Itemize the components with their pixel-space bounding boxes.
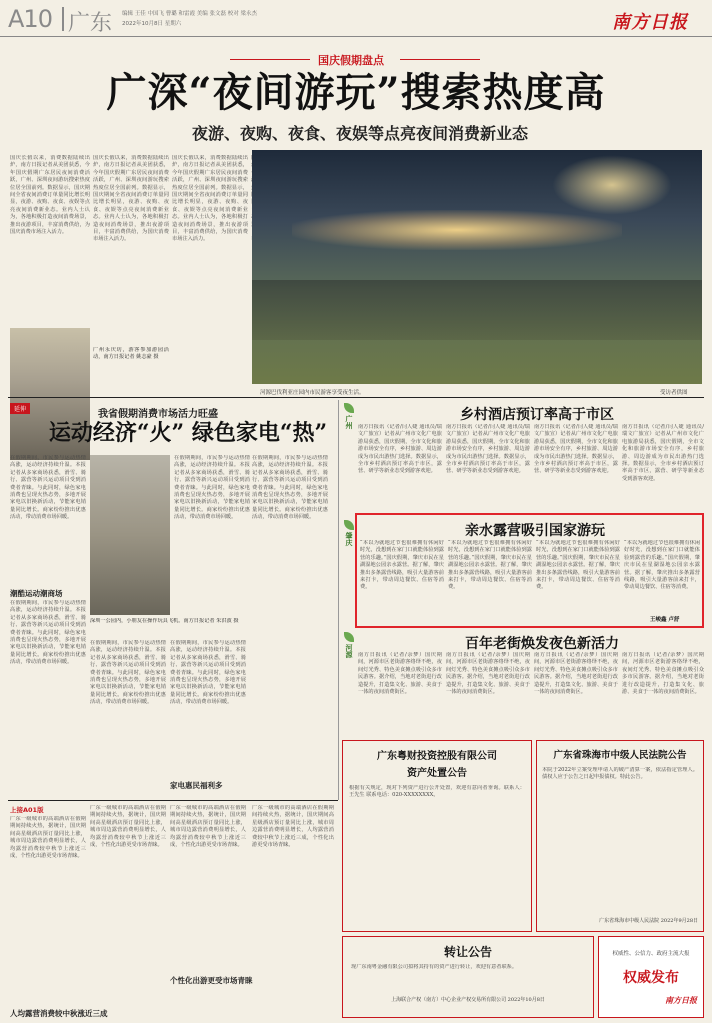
region-leaf-icon: [344, 520, 354, 530]
left-story-photo: [90, 455, 170, 615]
food-body-col2: 南方日报讯（记者/余梦）国庆期间，河源市区老街游客络绎不绝，夜间灯光秀、特色美食摊点吸引众多市民游客。据介绍，当地对老街进行改造提升，打造集文化、旅游、美食于一体的夜间消费街区。: [446, 652, 530, 696]
notice-bottom-title: 转让公告: [443, 945, 492, 959]
sidebar-body-col1: 广东一级城市的高端酒店在假期期间持续火热，据统计，国庆期间高星级酒店预订量同比上涨，城市周边露营消费明显增长，人均露营消费较中秋节上涨近三成，个性化出游更受市场青睐。: [10, 816, 86, 860]
top-story-tag-rule: [230, 59, 310, 60]
notice-left-title-2: 资产处置公告: [407, 768, 467, 779]
masthead-divider: [62, 7, 64, 31]
camp-body-col1: “本以为就地过节也很难拥有休闲好时光，没想到在家门口就能体验到露营的乐趣。”国庆假期，肇庆市民在星湖湿地公园亲水露营。据了解，肇庆推出多条露营线路，吸引大量游客前来打卡，带动周边餐饮、住宿等消费。: [360, 540, 444, 591]
page-number: A10: [8, 5, 52, 33]
ad-box: [598, 936, 704, 1018]
food-body-col3: 南方日报讯（记者/余梦）国庆期间，河源市区老街游客络绎不绝，夜间灯光秀、特色美食摊点吸引众多市民游客。据介绍，当地对老街进行改造提升，打造集文化、旅游、美食于一体的夜间消费街区。: [534, 652, 618, 696]
left-story-body-col4: 在假期期间，市民参与运动热情高涨，运动经济持续升温。本报记者从多家商场获悉，滑雪、骑行、露营等新兴运动项目受到消费者青睐。与此同时，绿色家电消费也呈现火热态势，多地开展家电以旧换新活动，节能家电销量同比增长。商家纷纷推出优惠活动，带动消费市场回暖。: [252, 455, 328, 521]
top-story-rule: [8, 397, 704, 398]
notice-bottom-body: 现广东南粤金融有限公司拟将其持有的资产进行转让，欢迎有意者联系。: [351, 964, 518, 970]
left-story-body-col2b: 在假期期间，市民参与运动热情高涨，运动经济持续升温。本报记者从多家商场获悉，滑雪、骑行、露营等新兴运动项目受到消费者青睐。与此同时，绿色家电消费也呈现火热态势，多地开展家电以旧换新活动，节能家电销量同比增长。商家纷纷推出优惠活动，带动消费市场回暖。: [90, 640, 166, 706]
sidebar-body-col3: 广东一级城市的高端酒店在假期期间持续火热，据统计，国庆期间高星级酒店预订量同比上涨，城市周边露营消费明显增长，人均露营消费较中秋节上涨近三成，个性化出游更受市场青睐。: [170, 805, 246, 849]
camp-region: 肇庆: [345, 532, 354, 546]
crowd: [252, 280, 702, 340]
ad-line2: 权威发布: [623, 970, 679, 986]
left-story-kicker: 我省假期消费市场活力旺盛: [98, 409, 218, 420]
masthead-meta-1: 编辑 王佳 中国飞 曹璐 和雷霞 美编 张文磊 校对 梁永杰: [122, 11, 257, 17]
left-story-label: 延伸: [10, 403, 30, 414]
lower-rule: [8, 800, 338, 801]
top-story-tag-text: 国庆假期盘点: [318, 54, 384, 67]
hotel-region: 广州: [345, 415, 354, 429]
camp-headline: 亲水露营吸引国家游玩: [465, 523, 605, 539]
lantern-glow-2: [552, 155, 672, 215]
food-region: 河源: [345, 644, 354, 658]
notice-right-title: 广东省珠海市中级人民法院公告: [553, 750, 687, 761]
notice-bottom: [342, 936, 594, 1018]
hotel-body-col2: 南方日报讯（记者/闫人婕 通讯员/瑞文广旅宣）记者从广州市文化广电旅游局获悉，国庆假期，全市文化和旅游市场安全有序，乡村旅游、周边游成为市民出游热门选择。数据显示，全市乡村酒店预订率高于市区，露营、研学等新业态受到游客欢迎。: [446, 424, 530, 475]
notice-right-body: 本院于2022年立案受理申请人的破产清算一案，依法指定管理人。债权人应于公告之日起申报债权。特此公告。: [542, 767, 698, 781]
sidebar-body-col4: 广东一级城市的高端酒店在假期期间持续火热，据统计，国庆期间高星级酒店预订量同比上涨，城市周边露营消费明显增长，人均露营消费较中秋节上涨近三成，个性化出游更受市场青睐。: [252, 805, 334, 849]
section-name: 广东: [68, 11, 113, 36]
sidebar-body-col2: 广东一级城市的高端酒店在假期期间持续火热，据统计，国庆期间高星级酒店预订量同比上涨，城市周边露营消费明显增长，人均露营消费较中秋节上涨近三成，个性化出游更受市场青睐。: [90, 805, 166, 849]
left-story-sub2: 家电惠民福利多: [170, 781, 223, 790]
camp-body-col4: “本以为就地过节也很难拥有休闲好时光，没想到在家门口就能体验到露营的乐趣。”国庆假期，肇庆市民在星湖湿地公园亲水露营。据了解，肇庆推出多条露营线路，吸引大量游客前来打卡，带动周边餐饮、住宿等消费。: [624, 540, 700, 591]
left-story-body-col1b: 在假期期间，市民参与运动热情高涨，运动经济持续升温。本报记者从多家商场获悉，滑雪、骑行、露营等新兴运动项目受到消费者青睐。与此同时，绿色家电消费也呈现火热态势，多地开展家电以旧换新活动，节能家电销量同比增长。商家纷纷推出优惠活动，带动消费市场回暖。: [10, 600, 86, 666]
notice-right: [536, 740, 704, 932]
top-story-body-col1: 国庆长假以来，消费数据陆续出炉，南方日报记者从美团获悉，今年国庆假期广东居民夜间消费活跃，广州、深圳夜间游玩搜索热度位居全国前列。数据显示，国庆期间全省夜间消费订单量同比增长明显，夜游、夜购、夜食、夜娱等点亮夜间消费新业态。业内人士认为，各地积极打造夜间消费场景，推出夜游项目，丰富消费供给，为国庆消费市场注入活力。: [10, 155, 90, 236]
top-story-subheadline: 夜游、夜购、夜食、夜娱等点亮夜间消费新业态: [191, 124, 528, 143]
main-photo-caption: 河源巴伐利亚庄园内市民游客享受夜生活。: [260, 390, 365, 396]
hotel-body-col1: 南方日报讯（记者/闫人婕 通讯员/瑞文广旅宣）记者从广州市文化广电旅游局获悉，国庆假期，全市文化和旅游市场安全有序，乡村旅游、周边游成为市民出游热门选择。数据显示，全市乡村酒店预订率高于市区，露营、研学等新业态受到游客欢迎。: [358, 424, 442, 475]
camp-body-col3: “本以为就地过节也很难拥有休闲好时光，没想到在家门口就能体验到露营的乐趣。”国庆假期，肇庆市民在星湖湿地公园亲水露营。据了解，肇庆推出多条露营线路，吸引大量游客前来打卡，带动周边餐饮、住宿等消费。: [536, 540, 620, 591]
camp-body-col2: “本以为就地过节也很难拥有休闲好时光，没想到在家门口就能体验到露营的乐趣。”国庆假期，肇庆市民在星湖湿地公园亲水露营。据了解，肇庆推出多条露营线路，吸引大量游客前来打卡，带动周边餐饮、住宿等消费。: [448, 540, 532, 591]
notice-bottom-footer: 上海联合产权（南方）中心企业产权交易所有限公司 2022年10月8日: [391, 997, 545, 1003]
top-story-tag-rule-right: [400, 59, 480, 60]
region-leaf-icon: [344, 403, 354, 413]
top-story-tag: [318, 52, 384, 68]
column-divider: [338, 400, 339, 800]
lantern-glow: [292, 210, 622, 250]
notice-left-title-1: 广东粤财投资控股有限公司: [377, 751, 497, 762]
main-photo: [252, 150, 702, 384]
notice-left-body: 根据有关规定，现对下列资产进行公开处置，欢迎有意向者垂询。联系人：王先生 联系电话：020-XXXXXXXX。: [349, 785, 525, 799]
main-photo-credit: 受访者供图: [660, 390, 688, 396]
camp-region-marker: [342, 520, 356, 546]
ad-line1: 权威性、公信力、政府主流大报: [612, 951, 690, 957]
camp-byline: 王峻鑫 卢舒: [650, 617, 680, 623]
left-story-sub1: 潮酷运动潮商场: [10, 589, 63, 598]
small-photo-caption: 广州永庆坊，游客参加游园活动，南方日报记者 姚志豪 摄: [93, 347, 169, 361]
top-story-body-col2: 国庆长假以来，消费数据陆续出炉，南方日报记者从美团获悉，今年国庆假期广东居民夜间消费活跃，广州、深圳夜间游玩搜索热度位居全国前列。数据显示，国庆期间全省夜间消费订单量同比增长明显，夜游、夜购、夜食、夜娱等点亮夜间消费新业态。业内人士认为，各地积极打造夜间消费场景，推出夜游项目，丰富消费供给，为国庆消费市场注入活力。: [93, 155, 169, 243]
hotel-body-col4: 南方日报讯（记者/闫人婕 通讯员/瑞文广旅宣）记者从广州市文化广电旅游局获悉，国庆假期，全市文化和旅游市场安全有序，乡村旅游、周边游成为市民出游热门选择。数据显示，全市乡村酒店预订率高于市区，露营、研学等新业态受到游客欢迎。: [622, 424, 704, 482]
left-story-headline: 运动经济“火” 绿色家电“热”: [48, 420, 328, 446]
food-body-col4: 南方日报讯（记者/余梦）国庆期间，河源市区老街游客络绎不绝，夜间灯光秀、特色美食摊点吸引众多市民游客。据介绍，当地对老街进行改造提升，打造集文化、旅游、美食于一体的夜间消费街区。: [622, 652, 704, 696]
sidebar-sub1: 人均露营消费较中秋涨近三成: [10, 1009, 108, 1018]
food-region-marker: [342, 632, 356, 658]
left-story-body-col2: 在假期期间，市民参与运动热情高涨，运动经济持续升温。本报记者从多家商场获悉，滑雪、骑行、露营等新兴运动项目受到消费者青睐。与此同时，绿色家电消费也呈现火热态势，多地开展家电以旧换新活动，节能家电销量同比增长。商家纷纷推出优惠活动，带动消费市场回暖。: [174, 455, 250, 521]
food-body-col1: 南方日报讯（记者/余梦）国庆期间，河源市区老街游客络绎不绝，夜间灯光秀、特色美食摊点吸引众多市民游客。据介绍，当地对老街进行改造提升，打造集文化、旅游、美食于一体的夜间消费街区。: [358, 652, 442, 696]
notice-right-footer: 广东省珠海市中级人民法院 2022年9月28日: [599, 918, 698, 924]
region-leaf-icon: [344, 632, 354, 642]
ad-logo: 南方日报: [665, 995, 697, 1005]
left-story-body-col3: 在假期期间，市民参与运动热情高涨，运动经济持续升温。本报记者从多家商场获悉，滑雪、骑行、露营等新兴运动项目受到消费者青睐。与此同时，绿色家电消费也呈现火热态势，多地开展家电以旧换新活动，节能家电销量同比增长。商家纷纷推出优惠活动，带动消费市场回暖。: [170, 640, 246, 706]
newspaper-logo: 南方日报: [612, 12, 688, 33]
left-story-photo-caption: 深圳一公园内，小朋友在操作玩具飞机。南方日报记者 朱洪波 摄: [90, 618, 239, 624]
top-story-headline: 广深“夜间游玩”搜索热度高: [106, 69, 606, 116]
sidebar-sub2: 个性化出游更受市场青睐: [170, 976, 253, 985]
masthead: [0, 0, 712, 38]
hotel-region-marker: [342, 403, 356, 503]
hotel-headline: 乡村酒店预订率高于市区: [460, 407, 614, 423]
top-story-body-col3: 国庆长假以来，消费数据陆续出炉，南方日报记者从美团获悉，今年国庆假期广东居民夜间消费活跃，广州、深圳夜间游玩搜索热度位居全国前列。数据显示，国庆期间全省夜间消费订单量同比增长明显，夜游、夜购、夜食、夜娱等点亮夜间消费新业态。业内人士认为，各地积极打造夜间消费场景，推出夜游项目，丰富消费供给，为国庆消费市场注入活力。: [172, 155, 248, 243]
masthead-meta-2: 2022年10月8日 星期六: [122, 21, 182, 27]
left-story-body-col1: 在假期期间，市民参与运动热情高涨，运动经济持续升温。本报记者从多家商场获悉，滑雪、骑行、露营等新兴运动项目受到消费者青睐。与此同时，绿色家电消费也呈现火热态势，多地开展家电以旧换新活动，节能家电销量同比增长。商家纷纷推出优惠活动，带动消费市场回暖。: [10, 455, 86, 521]
masthead-rule: [0, 36, 712, 37]
notice-left: [342, 740, 532, 932]
hotel-body-col3: 南方日报讯（记者/闫人婕 通讯员/瑞文广旅宣）记者从广州市文化广电旅游局获悉，国庆假期，全市文化和旅游市场安全有序，乡村旅游、周边游成为市民出游热门选择。数据显示，全市乡村酒店预订率高于市区，露营、研学等新业态受到游客欢迎。: [534, 424, 618, 475]
food-headline: 百年老街焕发夜色新活力: [465, 636, 619, 652]
sidebar-label: 上接A01版: [10, 806, 44, 814]
